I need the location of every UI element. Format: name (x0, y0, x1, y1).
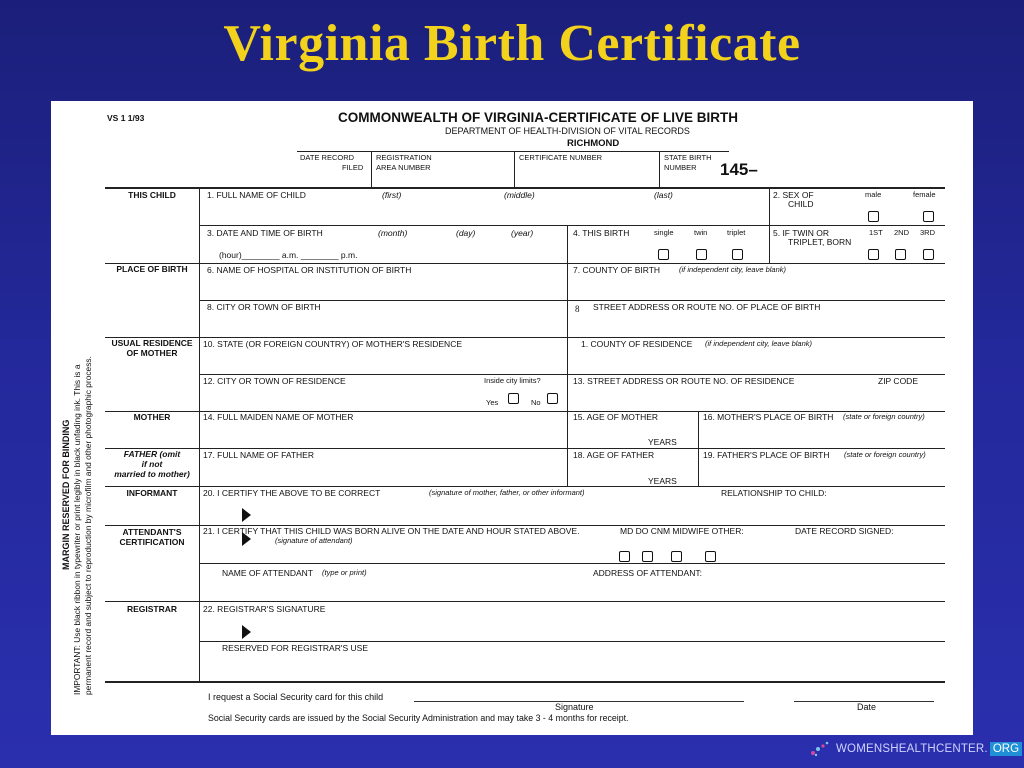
registrar-reserved-label: RESERVED FOR REGISTRAR'S USE (222, 643, 368, 653)
form-city: RICHMOND (567, 138, 620, 149)
form-title: COMMONWEALTH OF VIRGINIA-CERTIFICATE OF LIVE BIRTH (338, 110, 738, 125)
field-21-label: 21. I CERTIFY THAT THIS CHILD WAS BORN ALIVE ON THE DATE AND HOUR STATED ABOVE. (203, 526, 580, 536)
section-attendant: ATTENDANT'S (122, 527, 182, 537)
field-12-label: 12. CITY OR TOWN OF RESIDENCE (203, 376, 346, 386)
slide-title: Virginia Birth Certificate (223, 15, 801, 72)
section-registrar: REGISTRAR (126, 604, 178, 614)
field-5-label: 5. IF TWIN OR (773, 228, 830, 238)
attendant-midwife-checkbox[interactable] (705, 551, 716, 562)
field-7-label: 7. COUNTY OF BIRTH (573, 265, 661, 275)
born-1st-checkbox[interactable] (868, 249, 879, 260)
field-9-label: STREET ADDRESS OR ROUTE NO. OF PLACE OF BIRTH (593, 302, 821, 312)
section-this-child: THIS CHILD (128, 190, 176, 200)
field-14-label: 14. FULL MAIDEN NAME OF MOTHER (203, 412, 354, 422)
womenshealthcenter-logo[interactable] (810, 740, 1022, 758)
field-19-label: 19. FATHER'S PLACE OF BIRTH (703, 450, 830, 460)
field-6-label: 6. NAME OF HOSPITAL OR INSTITUTION OF BIRTH (207, 265, 412, 275)
field-17-label: 17. FULL NAME OF FATHER (203, 450, 314, 460)
state-birth-number-label: STATE BIRTH (664, 153, 712, 162)
attendant-do-checkbox[interactable] (642, 551, 653, 562)
field-2-label: 2. SEX OF (773, 190, 814, 200)
field-1-label: 1. FULL NAME OF CHILD (207, 190, 306, 200)
birth-single-checkbox[interactable] (658, 249, 669, 260)
field-11-label: 1. COUNTY OF RESIDENCE (581, 339, 693, 349)
dots-logo-icon (810, 740, 830, 758)
field-13-label: 13. STREET ADDRESS OR ROUTE NO. OF RESIDENCE (573, 376, 795, 386)
sign-here-arrow-icon (242, 532, 251, 546)
born-3rd-checkbox[interactable] (923, 249, 934, 260)
registration-area-label: REGISTRATION (376, 153, 432, 162)
section-father: FATHER (omit (123, 449, 181, 459)
sign-here-arrow-icon (242, 625, 251, 639)
field-15-label: 15. AGE OF MOTHER (573, 412, 659, 422)
field-3-label: 3. DATE AND TIME OF BIRTH (207, 228, 323, 238)
field-10-label: 10. STATE (OR FOREIGN COUNTRY) OF MOTHER'S RESIDENCE (203, 339, 463, 349)
inside-city-no-checkbox[interactable] (547, 393, 558, 404)
attendant-address-label: ADDRESS OF ATTENDANT: (593, 568, 702, 578)
birth-twin-checkbox[interactable] (696, 249, 707, 260)
section-rule (105, 187, 945, 189)
certificate-number-label: CERTIFICATE NUMBER (519, 153, 603, 162)
birth-certificate-form: VS 1 1/93 COMMONWEALTH OF VIRGINIA-CERTIFICATE OF LIVE BIRTH DEPARTMENT OF HEALTH-DIVISION OF VITAL RECORDS RICHMOND DATE RECORD FILED REGISTRATION AREA NUMBER CERTIFICATE NUMBER STATE BIRTH NUMBER 145– THIS CHILD PLACE OF BIRTH USUAL RESIDENCE OF MOTHER MOTHER FATHER (omit if not married to mother) INFORMANT ATTENDANT'S CERTIFICATION REGISTRAR 1. FULL NAME OF CHILD (first) (middle) (last) 2. SEX OF CHILD male female 3. DATE AND TIME OF BIRTH (month) (day) (year) (hour)________ a.m. ________ p.m. 4. THIS BIRTH single twin triplet 5. IF TWIN OR TRIPLET, BORN 1ST 2ND 3RD 6. NAME OF HOSPITAL OR INSTITUTION OF BIRTH 7. COUNTY OF BIRTH (if independent city, leave blank) 8. CITY OR TOWN OF BIRTH 8 STREET ADDRESS OR ROUTE NO. OF PLACE OF BIRTH 10. STATE (OR FOREIGN COUNTRY) OF MOTHER'S RESIDENCE 1. COUNTY OF RESIDENCE (if independent city, leave blank) 12. CITY OR TOWN OF RESIDENCE Inside city limits? Yes No 13. STREET ADDRESS OR ROUTE NO. OF RESIDENCE ZIP CODE 14. FULL MAIDEN NAME OF MOTHER 15. AGE OF MOTHER YEARS 16. MOTHER'S PLACE OF BIRTH (state or foreign country) 17. FULL NAME OF FATHER 18. AGE OF FATHER YEARS 19. FATHER'S PLACE OF BIRTH (state or foreign country) 20. I CERTIFY THE ABOVE TO BE CORRECT (signature of mother, father, or other informant) RELATIONSHIP TO CHILD: 21. I CERTIFY THAT THIS CHILD WAS BORN ALIVE ON THE DATE AND HOUR STATED ABOVE. MD DO CNM MIDWIFE OTHER: DATE RECORD SIGNED: (signature of attendant) NAME OF ATTENDANT (type or print) ADDRESS OF ATTENDANT: 22. REGISTRAR'S SIGNATURE RESERVED FOR REGISTRAR'S USE I request a Social Security card for this child Signature Date Social Security cards are issued by the Social Security Administration and may take 3 - 4 months for receipt. MARGIN RESERVED FOR BINDING IMPORTANT: Use black ribbon in typewriter or print legibly in black unfading ink. This is a permanent record and subject to reproduction by microfilm and other photographic process. (51, 101, 973, 735)
field-4-label: 4. THIS BIRTH (573, 228, 630, 238)
form-department: DEPARTMENT OF HEALTH-DIVISION OF VITAL RECORDS (445, 126, 690, 136)
field-18-label: 18. AGE OF FATHER (573, 450, 655, 460)
sex-female-checkbox[interactable] (923, 211, 934, 222)
header-box-top (297, 151, 729, 152)
ss-request-label: I request a Social Security card for this child (208, 692, 384, 702)
born-2nd-checkbox[interactable] (895, 249, 906, 260)
field-16-label: 16. MOTHER'S PLACE OF BIRTH (703, 412, 834, 422)
logo-org: ORG (990, 742, 1022, 756)
field-20-label: 20. I CERTIFY THE ABOVE TO BE CORRECT (203, 488, 381, 498)
attendant-cnm-checkbox[interactable] (671, 551, 682, 562)
inside-city-yes-checkbox[interactable] (508, 393, 519, 404)
attendant-name-label: NAME OF ATTENDANT (222, 568, 313, 578)
form-number: VS 1 1/93 (107, 113, 145, 123)
sex-male-checkbox[interactable] (868, 211, 879, 222)
label-column-rule (199, 187, 200, 681)
birth-triplet-checkbox[interactable] (732, 249, 743, 260)
date-record-filed-label: DATE RECORD (300, 153, 355, 162)
ss-note: Social Security cards are issued by the Social Security Administration and may take 3 - 4 months for receipt. (208, 713, 629, 723)
logo-text: WOMENSHEALTHCENTER. (836, 743, 988, 755)
field-8-label: 8. CITY OR TOWN OF BIRTH (207, 302, 321, 312)
section-mother: MOTHER (133, 412, 171, 422)
field-22-label: 22. REGISTRAR'S SIGNATURE (203, 604, 326, 614)
state-birth-number-value: 145– (720, 160, 758, 179)
section-usual-residence: USUAL RESIDENCE (111, 338, 193, 348)
attendant-md-checkbox[interactable] (619, 551, 630, 562)
section-place-of-birth: PLACE OF BIRTH (116, 264, 188, 274)
binding-margin-note: MARGIN RESERVED FOR BINDING IMPORTANT: Use black ribbon in typewriter or print legibly in black unfading ink. This is a permanent record and subject to reproduction by microfilm and other photographic process. (61, 356, 93, 695)
sign-here-arrow-icon (242, 508, 251, 522)
section-informant: INFORMANT (126, 488, 178, 498)
